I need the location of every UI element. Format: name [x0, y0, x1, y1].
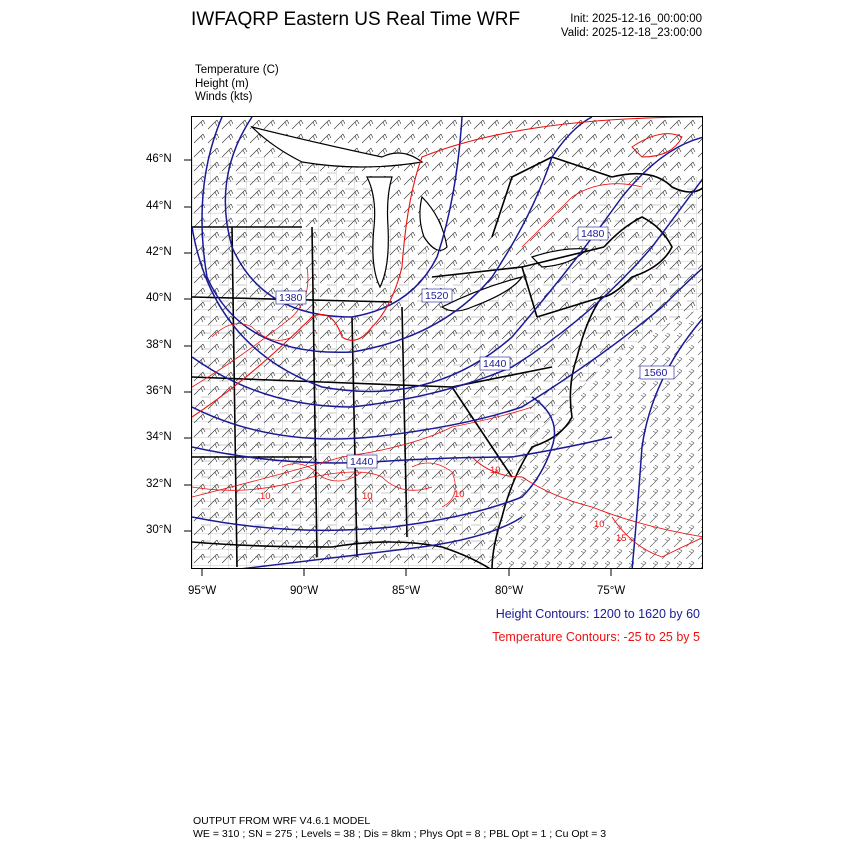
temperature-label-1: 10 — [260, 491, 271, 502]
height-label-1480: 1480 — [581, 228, 605, 240]
temperature-label-5: 10 — [594, 519, 605, 530]
lat-label-44: 44°N — [146, 200, 172, 212]
weather-map — [191, 116, 703, 569]
lat-label-34: 34°N — [146, 431, 172, 443]
lat-label-38: 38°N — [146, 339, 172, 351]
height-label-1440-a: 1440 — [483, 358, 507, 370]
valid-time: Valid: 2025-12-18_23:00:00 — [560, 27, 702, 39]
lon-label-85: 85°W — [392, 585, 421, 597]
map-canvas — [192, 117, 703, 569]
lon-label-80: 80°W — [495, 585, 524, 597]
lat-label-36: 36°N — [146, 385, 172, 397]
variable-winds: Winds (kts) — [195, 91, 253, 103]
lat-label-40: 40°N — [146, 292, 172, 304]
temperature-label-2: 10 — [362, 491, 373, 502]
temperature-label-3: 10 — [454, 489, 465, 500]
legend-temperature: Temperature Contours: -25 to 25 by 5 — [492, 630, 700, 644]
temperature-label-4: 10 — [490, 465, 501, 476]
height-label-1520: 1520 — [425, 290, 449, 302]
variable-temperature: Temperature (C) — [195, 64, 279, 76]
lat-label-30: 30°N — [146, 524, 172, 536]
footer-model: OUTPUT FROM WRF V4.6.1 MODEL — [193, 815, 371, 827]
height-label-1440-b: 1440 — [350, 456, 374, 468]
height-label-1380: 1380 — [279, 292, 303, 304]
init-time: Init: 2025-12-16_00:00:00 — [570, 13, 702, 25]
lat-label-46: 46°N — [146, 153, 172, 165]
variable-height: Height (m) — [195, 78, 249, 90]
chart-title: IWFAQRP Eastern US Real Time WRF — [191, 9, 521, 30]
lat-label-32: 32°N — [146, 478, 172, 490]
lon-label-75: 75°W — [597, 585, 626, 597]
legend-height: Height Contours: 1200 to 1620 by 60 — [495, 607, 700, 621]
lon-label-90: 90°W — [290, 585, 319, 597]
height-label-1560: 1560 — [644, 367, 668, 379]
footer-config: WE = 310 ; SN = 275 ; Levels = 38 ; Dis = 8km ; Phys Opt = 8 ; PBL Opt = 1 ; Cu Opt = 3 — [193, 828, 607, 840]
lon-label-95: 95°W — [188, 585, 217, 597]
temperature-label-6: 15 — [616, 533, 627, 544]
lat-label-42: 42°N — [146, 246, 172, 258]
